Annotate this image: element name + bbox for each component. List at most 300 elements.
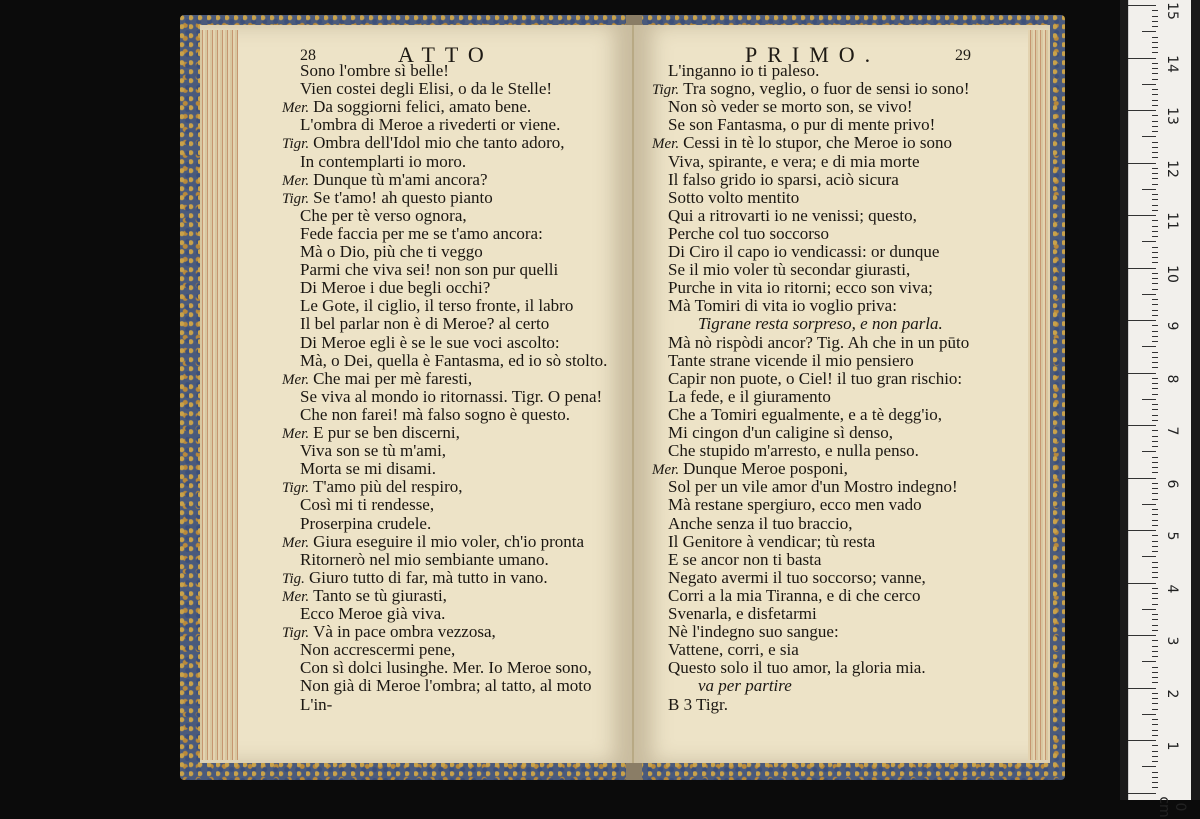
- ruler-tick: [1152, 126, 1158, 127]
- text-line: [300, 388, 602, 406]
- verse-text: Il falso grido io sparsi, aciò sicura: [668, 169, 899, 189]
- ruler-tick: [1152, 772, 1158, 773]
- text-line: [300, 406, 570, 424]
- speaker-label: Mer.: [282, 588, 310, 605]
- ruler-tick: [1152, 777, 1158, 778]
- ruler-number: 5: [1164, 531, 1180, 541]
- ruler-number: 12: [1164, 159, 1180, 178]
- verse-text: Purche in vita io ritorni; ecco son viva;: [668, 278, 933, 298]
- verse-text: Sotto volto mentito: [668, 187, 800, 207]
- text-line: [300, 515, 431, 533]
- ruler-tick: [1152, 94, 1158, 95]
- ruler-tick: [1152, 352, 1158, 353]
- ruler-tick: [1152, 751, 1158, 752]
- ruler-tick: [1152, 331, 1158, 332]
- ruler-tick: [1142, 714, 1156, 715]
- ruler-tick: [1152, 462, 1158, 463]
- ruler-tick: [1152, 336, 1158, 337]
- ruler-tick: [1152, 735, 1158, 736]
- verse-text: Mà restane spergiuro, ecco men vado: [668, 495, 922, 515]
- speaker-label: Tigr.: [282, 625, 310, 642]
- verse-text: Vattene, corri, e sia: [668, 640, 799, 660]
- verse-text: Vien costei degli Elisi, o da le Stelle!: [300, 79, 553, 99]
- verse-text: Tra sogno, veglio, o fuor de sensi io sono!: [683, 79, 970, 99]
- verse-text: Che per tè verso ognora,: [300, 205, 467, 225]
- ruler-tick: [1152, 588, 1158, 589]
- ruler-tick: [1128, 793, 1156, 794]
- text-line: [300, 605, 445, 623]
- ruler-tick: [1152, 121, 1158, 122]
- ruler-tick: [1152, 168, 1158, 169]
- ruler-tick: [1142, 661, 1156, 662]
- ruler-tick: [1152, 646, 1158, 647]
- text-line: [300, 659, 592, 677]
- ruler-tick: [1152, 446, 1158, 447]
- ruler-tick: [1152, 761, 1158, 762]
- ruler-tick: [1152, 289, 1158, 290]
- ruler-number: 1: [1164, 741, 1180, 751]
- ruler-number: 6: [1164, 479, 1180, 488]
- text-line: [668, 225, 829, 243]
- verse-text: Qui a ritrovarti io ne venissi; questo,: [668, 205, 917, 225]
- verse-text: Il bel parlar non è di Meroe? al certo: [300, 314, 550, 334]
- text-line: [668, 261, 910, 279]
- text-line: [300, 62, 449, 80]
- verse-text: Questo solo il tuo amor, la gloria mia.: [668, 658, 926, 678]
- ruler-tick: [1128, 163, 1156, 164]
- stage-direction: va per partire: [698, 676, 792, 696]
- verse-text: Mà Tomiri di vita io voglio priva:: [668, 296, 897, 316]
- ruler-tick: [1152, 21, 1158, 22]
- ruler-tick: [1152, 362, 1158, 363]
- verse-text: Tanto se tù giurasti,: [313, 585, 447, 605]
- ruler-tick: [1152, 325, 1158, 326]
- text-line: [300, 153, 466, 171]
- ruler-tick: [1152, 698, 1158, 699]
- ruler-tick: [1152, 304, 1158, 305]
- verse-text: Và in pace ombra vezzosa,: [313, 622, 496, 642]
- text-line: [300, 261, 558, 279]
- ruler-tick: [1152, 625, 1158, 626]
- verse-text: Così mi ti rendesse,: [300, 495, 435, 515]
- text-line: [668, 279, 933, 297]
- ruler-tick: [1152, 409, 1158, 410]
- ruler-tick: [1152, 226, 1158, 227]
- speaker-label: Tigr.: [282, 480, 310, 497]
- text-line: [668, 116, 935, 134]
- ruler-tick: [1152, 525, 1158, 526]
- ruler-number: 9: [1164, 321, 1180, 331]
- ruler-tick: [1152, 457, 1158, 458]
- ruler-tick: [1152, 467, 1158, 468]
- ruler-tick: [1152, 273, 1158, 274]
- ruler-tick: [1152, 572, 1158, 573]
- ruler-tick: [1152, 220, 1158, 221]
- verse-text: Da soggiorni felici, amato bene.: [313, 97, 532, 117]
- ruler-tick: [1128, 530, 1156, 531]
- verse-text: Il Genitore à vendicar; tù resta: [668, 531, 876, 551]
- ruler-tick: [1152, 499, 1158, 500]
- left-running-head: ATTO: [398, 42, 494, 67]
- ruler-tick: [1152, 157, 1158, 158]
- text-line: [300, 207, 467, 225]
- ruler-tick: [1142, 346, 1156, 347]
- text-line: [668, 406, 942, 424]
- verse-text: Mà, o Dei, quella è Fantasma, ed io sò stolto.: [300, 350, 608, 370]
- verse-text: In contemplarti io moro.: [300, 151, 467, 171]
- ruler-tick: [1152, 42, 1158, 43]
- text-line: [668, 370, 962, 388]
- verse-text: Se t'amo! ah questo pianto: [313, 187, 493, 207]
- verse-text: Se viva al mondo io ritornassi. Tigr. O pena!: [300, 386, 603, 406]
- ruler-tick: [1152, 567, 1158, 568]
- text-line: [698, 677, 792, 695]
- ruler-tick: [1152, 315, 1158, 316]
- text-line: [668, 478, 958, 496]
- ruler-tick: [1152, 173, 1158, 174]
- speaker-label: Tigr.: [282, 136, 310, 153]
- ruler-tick: [1128, 688, 1156, 689]
- text-line: [300, 297, 573, 315]
- ruler-tick: [1152, 100, 1158, 101]
- verse-text: Sol per un vile amor d'un Mostro indegno!: [668, 477, 958, 497]
- ruler-tick: [1152, 278, 1158, 279]
- ruler-tick: [1152, 598, 1158, 599]
- ruler-tick: [1152, 546, 1158, 547]
- verse-text: Di Meroe egli è se le sue voci ascolto:: [300, 332, 560, 352]
- verse-text: Anche senza il tuo braccio,: [668, 513, 853, 533]
- ruler-tick: [1152, 131, 1158, 132]
- ruler-tick: [1152, 604, 1158, 605]
- text-line: [668, 388, 831, 406]
- ruler-tick: [1152, 388, 1158, 389]
- speaker-label: Mer.: [652, 462, 680, 479]
- ruler-number: 15: [1164, 2, 1180, 20]
- text-line: [668, 515, 853, 533]
- verse-text: Sono l'ombre sì belle!: [300, 61, 449, 80]
- text-line: [698, 315, 943, 333]
- verse-text: Fede faccia per me se t'amo ancora:: [300, 223, 543, 243]
- ruler-tick: [1152, 551, 1158, 552]
- ruler-tick: [1152, 52, 1158, 53]
- ruler-tick: [1152, 105, 1158, 106]
- ruler-tick: [1152, 472, 1158, 473]
- text-line: [668, 442, 919, 460]
- ruler-tick: [1152, 724, 1158, 725]
- ruler-tick: [1128, 373, 1156, 374]
- verse-text: Mà o Dio, più che ti veggo: [300, 242, 483, 261]
- ruler-number: 11: [1164, 212, 1180, 230]
- ruler-tick: [1128, 110, 1156, 111]
- ruler-tick: [1152, 142, 1158, 143]
- ruler-tick: [1142, 294, 1156, 295]
- ruler-tick: [1142, 556, 1156, 557]
- verse-text: Non accrescermi pene,: [300, 640, 456, 660]
- verse-text: Perche col tuo soccorso: [668, 223, 829, 243]
- ruler-tick: [1152, 488, 1158, 489]
- ruler-number: 14: [1164, 54, 1180, 73]
- ruler-tick: [1128, 215, 1156, 216]
- ruler-tick: [1128, 58, 1156, 59]
- verse-text: Giuro tutto di far, mà tutto in vano.: [308, 567, 548, 587]
- text-line: [300, 496, 434, 514]
- ruler-tick: [1152, 383, 1158, 384]
- text-line: [668, 569, 926, 587]
- speaker-label: Tig.: [282, 570, 305, 587]
- verse-text: Tante strane vicende il mio pensiero: [668, 350, 914, 370]
- text-line: [300, 641, 455, 659]
- ruler-tick: [1152, 79, 1158, 80]
- ruler-tick: [1152, 672, 1158, 673]
- ruler-tick: [1152, 205, 1158, 206]
- ruler-tick: [1152, 262, 1158, 263]
- verse-text: Ritornerò nel mio sembiante umano.: [300, 549, 549, 569]
- ruler-number: 0 cm: [1156, 795, 1188, 818]
- ruler-tick: [1152, 430, 1158, 431]
- ruler-tick: [1152, 194, 1158, 195]
- verse-text: Con sì dolci lusinghe. Mer. Io Meroe sono,: [300, 658, 592, 678]
- speaker-label: Mer.: [282, 426, 310, 442]
- ruler-number: 13: [1164, 107, 1180, 125]
- ruler-tick: [1142, 189, 1156, 190]
- text-line: [668, 153, 920, 171]
- verse-text: Mà nò rispòdi ancor? Tig. Ah che in un pūto: [668, 332, 970, 352]
- ruler-tick: [1152, 247, 1158, 248]
- ruler-tick: [1152, 283, 1158, 284]
- ruler-tick: [1152, 367, 1158, 368]
- ruler-number: 8: [1164, 374, 1180, 383]
- ruler-tick: [1152, 709, 1158, 710]
- verse-text: Di Meroe i due begli occhi?: [300, 278, 491, 298]
- ruler-tick: [1128, 740, 1156, 741]
- ruler-tick: [1152, 378, 1158, 379]
- ruler-tick: [1152, 535, 1158, 536]
- ruler-tick: [1142, 504, 1156, 505]
- ruler-tick: [1128, 320, 1156, 321]
- verse-text: Negato avermi il tuo soccorso; vanne,: [668, 567, 926, 587]
- verse-text: Parmi che viva sei! non son pur quelli: [300, 260, 559, 280]
- text-line: [668, 533, 875, 551]
- page-edges-right: [1028, 30, 1050, 760]
- ruler-tick: [1152, 341, 1158, 342]
- text-line: [668, 659, 926, 677]
- ruler-tick: [1152, 656, 1158, 657]
- ruler-tick: [1152, 682, 1158, 683]
- ruler-tick: [1152, 630, 1158, 631]
- verse-text: B 3 Tigr.: [668, 694, 729, 714]
- ruler-tick: [1152, 577, 1158, 578]
- ruler-tick: [1152, 231, 1158, 232]
- verse-text: Mi cingon d'un caligine sì denso,: [668, 423, 893, 442]
- text-line: [668, 496, 922, 514]
- ruler-tick: [1152, 16, 1158, 17]
- text-line: [300, 696, 332, 714]
- ruler-tick: [1128, 478, 1156, 479]
- text-line: [300, 80, 552, 98]
- ruler-tick: [1152, 651, 1158, 652]
- ruler-tick: [1152, 178, 1158, 179]
- ruler-tick: [1152, 693, 1158, 694]
- ruler-tick: [1128, 583, 1156, 584]
- ruler-tick: [1152, 520, 1158, 521]
- ruler-tick: [1152, 514, 1158, 515]
- verse-text: Proserpina crudele.: [300, 513, 432, 533]
- ruler-number: 3: [1164, 636, 1180, 646]
- ruler-number: 10: [1164, 264, 1180, 283]
- verse-text: Che a Tomiri egualmente, e a tè degg'io,: [668, 404, 942, 424]
- ruler-tick: [1128, 425, 1156, 426]
- text-line: [300, 315, 549, 333]
- ruler-tick: [1128, 5, 1156, 6]
- ruler-tick: [1152, 199, 1158, 200]
- text-line: [668, 171, 899, 189]
- ruler-tick: [1152, 236, 1158, 237]
- text-line: [300, 677, 592, 695]
- verse-text: T'amo più del respiro,: [313, 477, 463, 497]
- ruler-number: 7: [1164, 426, 1180, 436]
- ruler-tick: [1152, 483, 1158, 484]
- ruler-tick: [1142, 241, 1156, 242]
- verse-text: L'ombra di Meroe a rivederti or viene.: [300, 115, 561, 135]
- ruler-tick: [1152, 415, 1158, 416]
- verse-text: Le Gote, il ciglio, il terso fronte, il labro: [300, 296, 574, 316]
- ruler-tick: [1152, 441, 1158, 442]
- ruler-tick: [1128, 635, 1156, 636]
- verse-text: Che stupido m'arresto, e nulla penso.: [668, 441, 919, 461]
- ruler-tick: [1152, 493, 1158, 494]
- ruler-tick: [1152, 593, 1158, 594]
- ruler-tick: [1152, 562, 1158, 563]
- text-line: [300, 551, 549, 569]
- ruler-tick: [1152, 703, 1158, 704]
- ruler-tick: [1128, 268, 1156, 269]
- ruler-tick: [1152, 184, 1158, 185]
- ruler-tick: [1142, 136, 1156, 137]
- ruler-tick: [1152, 667, 1158, 668]
- verse-text: Se son Fantasma, o pur di mente privo!: [668, 115, 936, 135]
- ruler-tick: [1152, 730, 1158, 731]
- left-page-number: 28: [300, 47, 316, 64]
- ruler-tick: [1152, 756, 1158, 757]
- speaker-label: Mer.: [282, 172, 310, 189]
- text-line: [668, 243, 939, 261]
- verse-text: Che mai per mè faresti,: [313, 368, 473, 388]
- verse-text: Cessi in tè lo stupor, che Meroe io sono: [683, 133, 952, 153]
- verse-text: Se il mio voler tù secondar giurasti,: [668, 260, 911, 280]
- ruler-tick: [1152, 37, 1158, 38]
- ruler-tick: [1152, 299, 1158, 300]
- ruler-tick: [1152, 436, 1158, 437]
- verse-text: Viva son se tù m'ami,: [300, 441, 447, 461]
- ruler-tick: [1152, 404, 1158, 405]
- verse-text: Nè l'indegno suo sangue:: [668, 622, 839, 642]
- text-line: [668, 641, 799, 659]
- verse-text: La fede, e il giuramento: [668, 386, 831, 406]
- speaker-label: Mer.: [282, 371, 310, 388]
- ruler-tick: [1142, 609, 1156, 610]
- ruler-tick: [1152, 310, 1158, 311]
- verse-text: L'in-: [300, 694, 333, 714]
- text-line: [300, 352, 607, 370]
- verse-text: Ecco Meroe già viva.: [300, 604, 446, 623]
- ruler-tick: [1142, 766, 1156, 767]
- verse-text: Giura eseguire il mio voler, ch'io pronta: [313, 531, 585, 551]
- verse-text: L'inganno io ti paleso.: [668, 61, 820, 80]
- verse-text: Dunque Meroe posponi,: [683, 459, 848, 479]
- speaker-label: Tigr.: [282, 190, 310, 207]
- ruler-tick: [1142, 31, 1156, 32]
- ruler-tick: [1152, 677, 1158, 678]
- ruler-tick: [1152, 745, 1158, 746]
- text-line: [300, 116, 560, 134]
- ruler-tick: [1152, 619, 1158, 620]
- speaker-label: Mer.: [282, 100, 310, 117]
- ruler-tick: [1152, 63, 1158, 64]
- text-line: [668, 551, 821, 569]
- ruler-tick: [1142, 399, 1156, 400]
- verse-text: Svenarla, e disfetarmi: [668, 604, 817, 623]
- ruler-number: 2: [1164, 689, 1180, 698]
- text-line: [300, 442, 446, 460]
- ruler-tick: [1152, 147, 1158, 148]
- text-line: [300, 334, 560, 352]
- text-line: [668, 62, 819, 80]
- text-line: [668, 207, 917, 225]
- text-line: [668, 696, 728, 714]
- verse-text: Dunque tù m'ami ancora?: [313, 169, 488, 189]
- text-line: [668, 623, 839, 641]
- ruler-tick: [1152, 509, 1158, 510]
- ruler-tick: [1152, 394, 1158, 395]
- verse-text: E se ancor non ti basta: [668, 549, 822, 569]
- verse-text: Viva, spirante, e vera; e di mia morte: [668, 151, 920, 171]
- text-line: [300, 460, 436, 478]
- verse-text: Non sò veder se morto son, se vivo!: [668, 97, 913, 117]
- ruler-tick: [1152, 787, 1158, 788]
- ruler-tick: [1152, 210, 1158, 211]
- text-line: [668, 424, 893, 442]
- text-line: [300, 279, 490, 297]
- speaker-label: Mer.: [652, 136, 680, 153]
- text-line: [300, 243, 483, 261]
- ruler-tick: [1152, 640, 1158, 641]
- ruler-tick: [1152, 115, 1158, 116]
- verse-text: Non già di Meroe l'ombra; al tatto, al moto: [300, 676, 592, 696]
- speaker-label: Mer.: [282, 534, 310, 551]
- ruler-tick: [1152, 89, 1158, 90]
- ruler-tick: [1152, 614, 1158, 615]
- stage-direction: Tigrane resta sorpreso, e non parla.: [698, 314, 943, 334]
- ruler-tick: [1152, 252, 1158, 253]
- ruler-tick: [1152, 357, 1158, 358]
- ruler-tick: [1152, 782, 1158, 783]
- ruler-tick: [1152, 47, 1158, 48]
- speaker-label: Tigr.: [652, 82, 680, 99]
- right-running-head: PRIMO.: [745, 42, 881, 67]
- verse-text: Ombra dell'Idol mio che tanto adoro,: [313, 133, 565, 153]
- ruler-tick: [1152, 10, 1158, 11]
- text-line: [300, 225, 543, 243]
- ruler-tick: [1152, 73, 1158, 74]
- ruler-number: 4: [1164, 584, 1180, 593]
- ruler-tick: [1152, 719, 1158, 720]
- right-page-number: 29: [955, 47, 971, 64]
- ruler-tick: [1152, 257, 1158, 258]
- verse-text: E pur se ben discerni,: [313, 423, 460, 442]
- text-line: [668, 352, 914, 370]
- ruler-tick: [1152, 68, 1158, 69]
- text-line: [668, 334, 969, 352]
